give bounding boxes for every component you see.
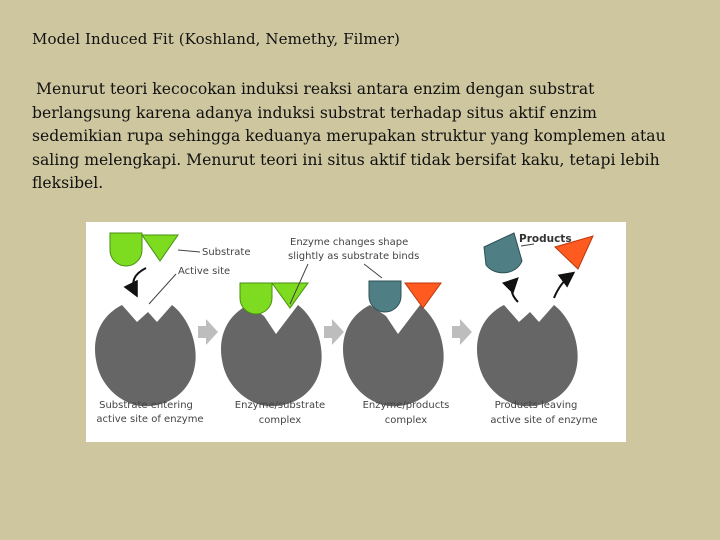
enzyme-shape-1: [95, 305, 196, 406]
slide-paragraph: Menurut teori kecocokan induksi reaksi antara enzim dengan substrat berlangsung karena adanya induksi substrat terhadap situs aktif enzim sedemikian rupa sehingga keduanya merupakan struktur yang komplemen atau saling melengkapi. Menurut teori ini situs aktif tidak bersifat kaku, tetapi lebih fleksibel.: [32, 80, 666, 192]
substrate-pointer: [178, 250, 200, 252]
enzyme-shape-4: [477, 305, 578, 406]
shape-change-pointer-2: [364, 264, 382, 278]
enzyme-shape-3: [343, 305, 444, 406]
product-triangle-3: [405, 283, 441, 308]
entering-arrow: [133, 268, 146, 294]
enzyme-shape-2: [221, 305, 322, 406]
leaving-arrow-2: [554, 274, 572, 298]
step-2-line2: complex: [258, 415, 302, 426]
slide-title: Model Induced Fit (Koshland, Nemethy, Filmer): [32, 30, 400, 48]
induced-fit-diagram: [86, 222, 626, 442]
substrate-semicircle-2: [240, 283, 272, 314]
step-1-line1: Substrate entering: [99, 400, 193, 411]
label-shape-change-1: Enzyme changes shape: [290, 237, 409, 248]
process-arrow-2: [324, 319, 344, 345]
product-semicircle-3: [369, 281, 401, 312]
step-3-line2: complex: [384, 415, 428, 426]
process-arrow-1: [198, 319, 218, 345]
diagram-svg: [86, 222, 626, 442]
label-shape-change-2: slightly as substrate binds: [288, 251, 420, 262]
leaving-arrow-1: [512, 280, 518, 302]
step-2-line1: Enzyme/substrate: [234, 400, 326, 411]
substrate-triangle-1: [142, 235, 178, 261]
step-4-line1: Products leaving: [494, 400, 578, 411]
substrate-semicircle-1: [110, 233, 142, 266]
label-substrate: Substrate: [202, 247, 251, 258]
active-site-pointer: [149, 274, 176, 304]
process-arrow-3: [452, 319, 472, 345]
product-round-leaving: [484, 233, 522, 273]
label-products: Products: [519, 233, 572, 245]
step-4-line2: active site of enzyme: [490, 415, 598, 426]
label-active-site: Active site: [178, 266, 231, 277]
substrate-triangle-2: [272, 283, 308, 308]
step-3-line1: Enzyme/products: [362, 400, 450, 411]
step-1-line2: active site of enzyme: [96, 414, 204, 425]
